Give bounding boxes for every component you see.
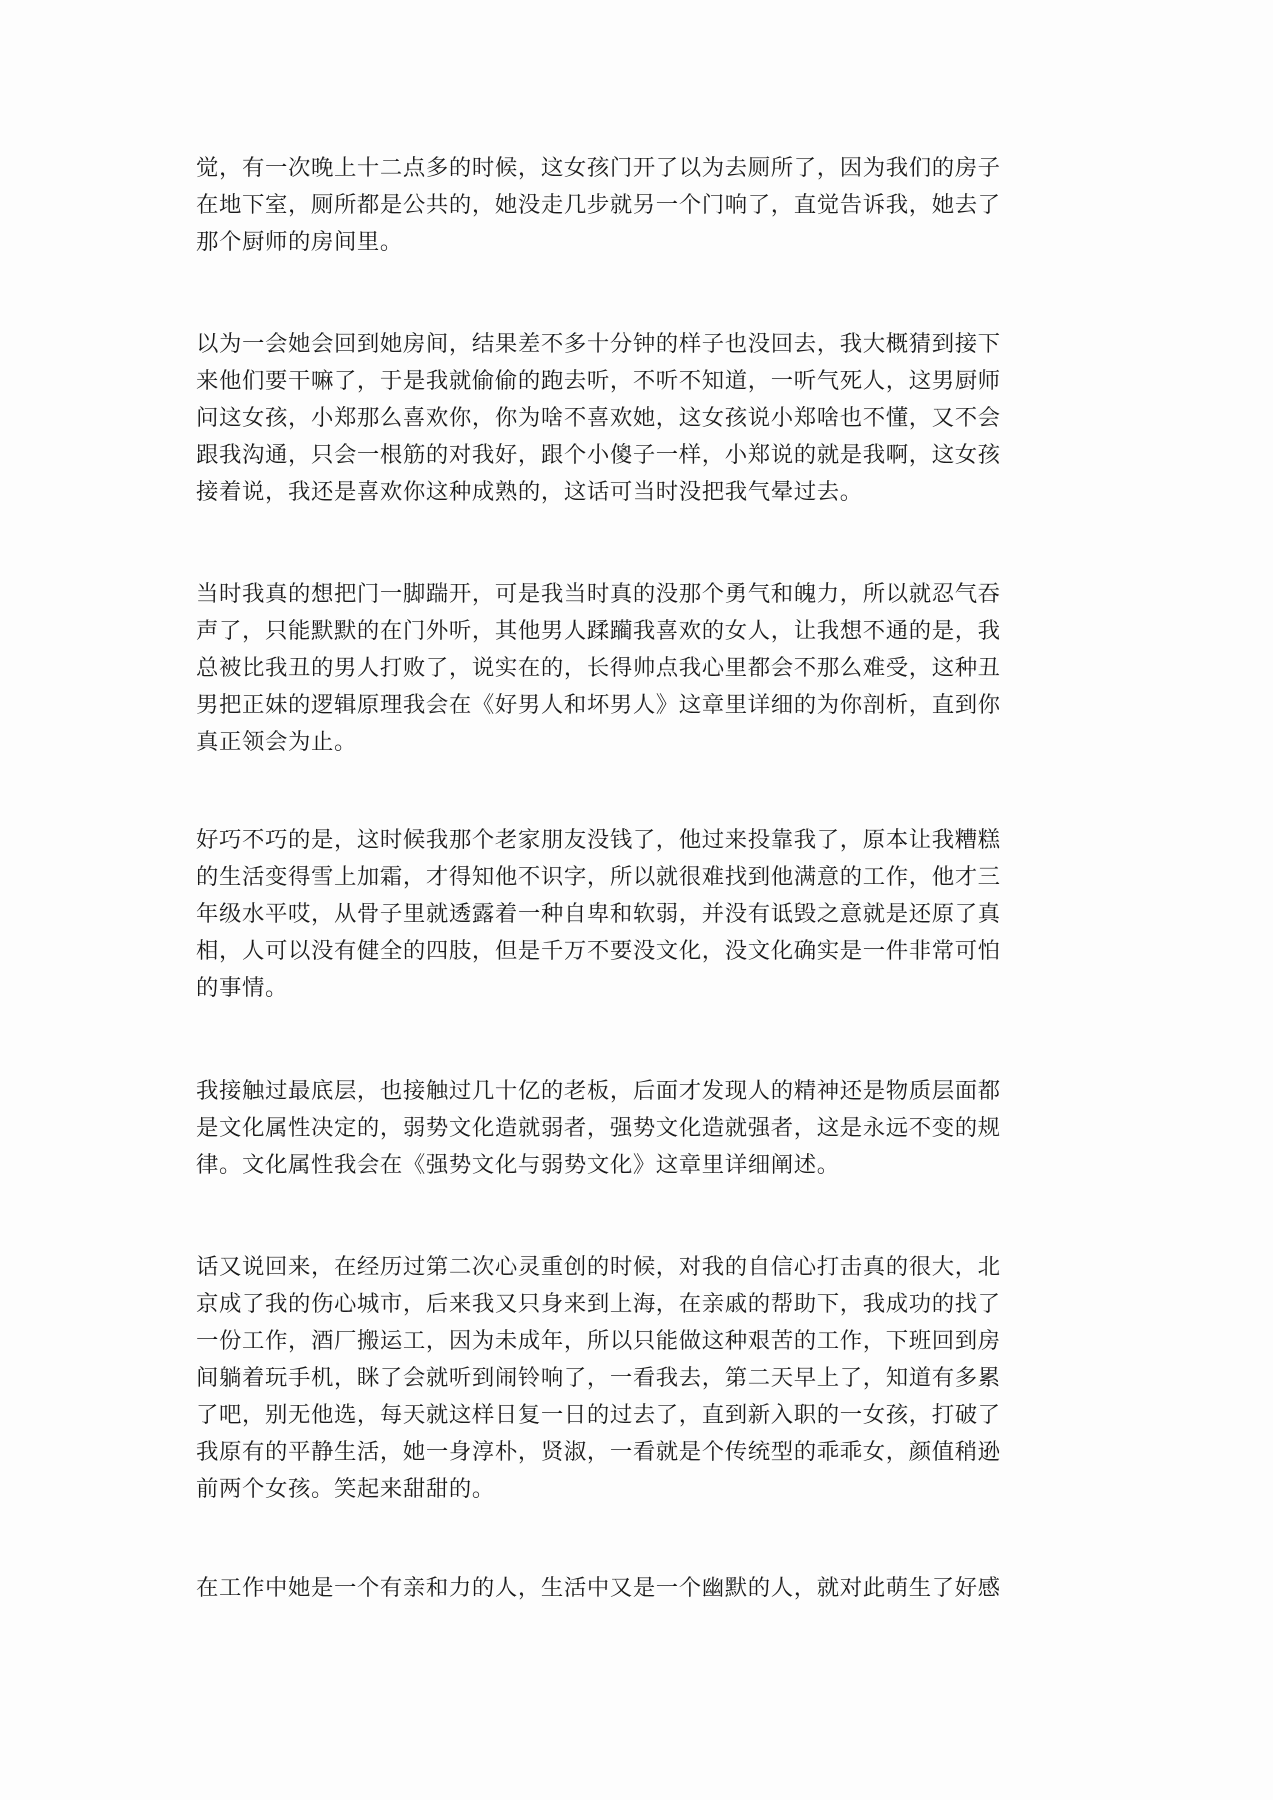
paragraph-line: 了吧，别无他选，每天就这样日复一日的过去了，直到新入职的一女孩，打破了 (196, 1402, 1001, 1428)
paragraph-line: 问这女孩，小郑那么喜欢你，你为啥不喜欢她，这女孩说小郑啥也不懂，又不会 (196, 405, 1001, 431)
paragraph-2 (196, 326, 1096, 511)
paragraph-6 (196, 1249, 1096, 1508)
paragraph-line: 的生活变得雪上加霜，才得知他不识字，所以就很难找到他满意的工作，他才三 (196, 864, 1001, 890)
paragraph-line: 年级水平哎，从骨子里就透露着一种自卑和软弱，并没有诋毁之意就是还原了真 (196, 901, 1001, 927)
paragraph-line: 前两个女孩。笑起来甜甜的。 (196, 1476, 495, 1502)
paragraph-line: 来他们要干嘛了，于是我就偷偷的跑去听，不听不知道，一听气死人，这男厨师 (196, 368, 1001, 394)
paragraph-3 (196, 576, 1096, 761)
paragraph-line: 一份工作，酒厂搬运工，因为未成年，所以只能做这种艰苦的工作，下班回到房 (196, 1328, 1001, 1354)
paragraph-line: 觉，有一次晚上十二点多的时候，这女孩门开了以为去厕所了，因为我们的房子 (196, 155, 1001, 181)
paragraph-line: 跟我沟通，只会一根筋的对我好，跟个小傻子一样，小郑说的就是我啊，这女孩 (196, 442, 1001, 468)
paragraph-4 (196, 822, 1096, 1007)
paragraph-7 (196, 1570, 1096, 1607)
paragraph-line: 我接触过最底层，也接触过几十亿的老板，后面才发现人的精神还是物质层面都 (196, 1078, 1001, 1104)
paragraph-line: 在工作中她是一个有亲和力的人，生活中又是一个幽默的人，就对此萌生了好感 (196, 1575, 1001, 1601)
paragraph-line: 好巧不巧的是，这时候我那个老家朋友没钱了，他过来投靠我了，原本让我糟糕 (196, 827, 1001, 853)
paragraph-1 (196, 150, 1096, 261)
paragraph-line: 总被比我丑的男人打败了，说实在的，长得帅点我心里都会不那么难受，这种丑 (196, 655, 1001, 681)
paragraph-line: 在地下室，厕所都是公共的，她没走几步就另一个门响了，直觉告诉我，她去了 (196, 192, 1001, 218)
paragraph-line: 律。文化属性我会在《强势文化与弱势文化》这章里详细阐述。 (196, 1152, 840, 1178)
paragraph-line: 我原有的平静生活，她一身淳朴，贤淑，一看就是个传统型的乖乖女，颜值稍逊 (196, 1439, 1001, 1465)
paragraph-line: 京成了我的伤心城市，后来我又只身来到上海，在亲戚的帮助下，我成功的找了 (196, 1291, 1001, 1317)
paragraph-line: 相，人可以没有健全的四肢，但是千万不要没文化，没文化确实是一件非常可怕 (196, 938, 1001, 964)
paragraph-line: 当时我真的想把门一脚踹开，可是我当时真的没那个勇气和魄力，所以就忍气吞 (196, 581, 1001, 607)
paragraph-line: 那个厨师的房间里。 (196, 229, 403, 255)
paragraph-line: 声了，只能默默的在门外听，其他男人蹂躏我喜欢的女人，让我想不通的是，我 (196, 618, 1001, 644)
paragraph-line: 的事情。 (196, 975, 288, 1001)
paragraph-line: 真正领会为止。 (196, 729, 357, 755)
paragraph-line: 话又说回来，在经历过第二次心灵重创的时候，对我的自信心打击真的很大，北 (196, 1254, 1001, 1280)
paragraph-line: 男把正妹的逻辑原理我会在《好男人和坏男人》这章里详细的为你剖析，直到你 (196, 692, 1001, 718)
paragraph-line: 接着说，我还是喜欢你这种成熟的，这话可当时没把我气晕过去。 (196, 479, 863, 505)
paragraph-line: 间躺着玩手机，眯了会就听到闹铃响了，一看我去，第二天早上了，知道有多累 (196, 1365, 1001, 1391)
paragraph-line: 以为一会她会回到她房间，结果差不多十分钟的样子也没回去，我大概猜到接下 (196, 331, 1001, 357)
paragraph-line: 是文化属性决定的，弱势文化造就弱者，强势文化造就强者，这是永远不变的规 (196, 1115, 1001, 1141)
paragraph-5 (196, 1073, 1096, 1184)
